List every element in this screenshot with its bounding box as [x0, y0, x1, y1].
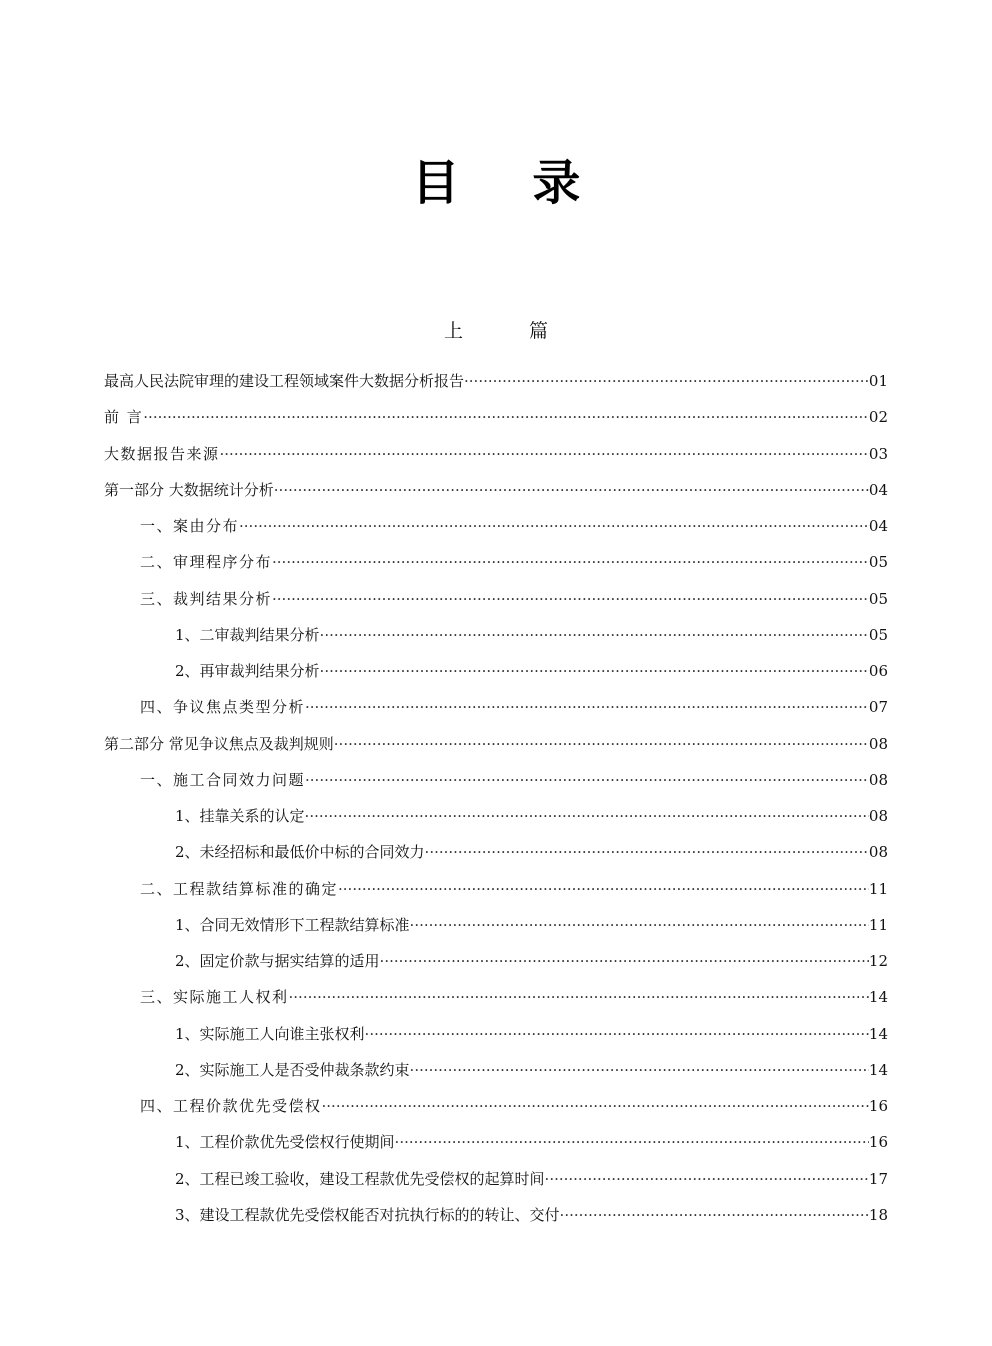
- toc-entry-page: 14: [868, 1024, 888, 1043]
- toc-entry-title: 最高人民法院审理的建设工程领域案件大数据分析报告: [104, 372, 465, 390]
- dot-leader: [274, 472, 869, 508]
- toc-entry-page: 08: [868, 807, 888, 825]
- toc-entry-title: 四、争议焦点类型分析: [140, 698, 306, 717]
- dot-leader: [410, 1052, 869, 1088]
- toc-entry[interactable]: [104, 726, 888, 762]
- toc-entry[interactable]: [104, 689, 888, 725]
- toc-entry[interactable]: [104, 762, 888, 798]
- toc-entry-title: 2、未经招标和最低价中标的合同效力: [175, 843, 425, 862]
- toc-entry[interactable]: [104, 943, 888, 979]
- toc-entry[interactable]: [104, 508, 888, 544]
- toc-entry-page: 07: [868, 698, 888, 717]
- toc-entry-page: 03: [868, 444, 888, 463]
- toc-entry-page: 11: [868, 879, 888, 898]
- toc-entry-title: 大数据报告来源: [104, 444, 220, 463]
- section-heading: 上 篇: [443, 320, 579, 342]
- toc-entry-title: 2、工程已竣工验收，建设工程款优先受偿权的起算时间: [175, 1169, 545, 1188]
- dot-leader: [395, 1124, 869, 1160]
- toc-entry[interactable]: [104, 544, 888, 580]
- toc-entry[interactable]: [104, 798, 888, 834]
- dot-leader: [272, 581, 869, 617]
- toc-entry-title: 前 言: [104, 408, 144, 427]
- table-of-contents: [104, 363, 888, 1233]
- dot-leader: [239, 508, 869, 544]
- toc-entry[interactable]: [104, 436, 888, 472]
- toc-entry-title: 1、实际施工人向谁主张权利: [175, 1024, 365, 1043]
- dot-leader: [380, 943, 869, 979]
- toc-entry[interactable]: [104, 1088, 888, 1124]
- dot-leader: [305, 762, 869, 798]
- toc-entry[interactable]: [104, 1124, 888, 1160]
- toc-entry-page: 05: [868, 553, 888, 572]
- toc-entry-title: 1、工程价款优先受偿权行使期间: [175, 1133, 395, 1152]
- toc-entry-page: 04: [868, 517, 888, 535]
- toc-entry[interactable]: [104, 399, 888, 435]
- dot-leader: [305, 689, 869, 725]
- toc-entry-page: 02: [868, 408, 888, 427]
- toc-entry-title: 二、工程款结算标准的确定: [140, 879, 339, 898]
- toc-entry-page: 06: [868, 662, 888, 680]
- dot-leader: [365, 1016, 869, 1052]
- toc-entry-title: 第一部分 大数据统计分析: [104, 480, 274, 499]
- toc-entry-page: 16: [868, 1133, 888, 1152]
- toc-entry[interactable]: [104, 907, 888, 943]
- toc-entry[interactable]: [104, 1052, 888, 1088]
- dot-leader: [322, 1088, 869, 1124]
- dot-leader: [338, 871, 869, 907]
- dot-leader: [289, 979, 869, 1015]
- toc-entry-title: 二、审理程序分布: [140, 553, 273, 572]
- toc-entry[interactable]: [104, 472, 888, 508]
- toc-entry-title: 一、施工合同效力问题: [140, 770, 306, 789]
- dot-leader: [560, 1197, 869, 1233]
- toc-entry-page: 04: [868, 480, 888, 499]
- dot-leader: [320, 617, 869, 653]
- toc-entry[interactable]: [104, 871, 888, 907]
- dot-leader: [425, 834, 869, 870]
- dot-leader: [334, 726, 869, 762]
- toc-entry-page: 08: [868, 734, 888, 753]
- toc-entry[interactable]: [104, 1197, 888, 1233]
- toc-entry-page: 05: [868, 625, 888, 644]
- toc-entry-page: 16: [868, 1097, 888, 1115]
- toc-entry[interactable]: [104, 581, 888, 617]
- page-title: 目 录: [411, 155, 609, 211]
- toc-entry[interactable]: [104, 1016, 888, 1052]
- toc-entry[interactable]: [104, 1161, 888, 1197]
- toc-entry-page: 14: [868, 988, 888, 1007]
- toc-entry[interactable]: [104, 653, 888, 689]
- toc-entry[interactable]: [104, 979, 888, 1015]
- toc-entry-page: 08: [868, 770, 888, 789]
- toc-entry-title: 2、再审裁判结果分析: [175, 662, 320, 680]
- toc-entry-title: 1、合同无效情形下工程款结算标准: [175, 915, 410, 934]
- toc-entry-title: 四、工程价款优先受偿权: [140, 1097, 322, 1115]
- toc-entry-page: 01: [868, 372, 888, 390]
- toc-entry-title: 一、案由分布: [140, 517, 240, 535]
- toc-entry-title: 第二部分 常见争议焦点及裁判规则: [104, 734, 334, 753]
- dot-leader: [143, 399, 869, 435]
- dot-leader: [220, 436, 869, 472]
- toc-entry-title: 三、裁判结果分析: [140, 589, 273, 608]
- toc-entry-page: 18: [868, 1205, 888, 1224]
- toc-entry-title: 2、固定价款与据实结算的适用: [175, 952, 380, 970]
- toc-entry-page: 14: [868, 1060, 888, 1079]
- dot-leader: [410, 907, 869, 943]
- toc-entry-title: 3、建设工程款优先受偿权能否对抗执行标的的转让、交付: [175, 1205, 560, 1224]
- toc-entry[interactable]: [104, 834, 888, 870]
- toc-entry-page: 05: [868, 589, 888, 608]
- dot-leader: [320, 653, 869, 689]
- toc-entry-page: 12: [868, 952, 888, 970]
- dot-leader: [464, 363, 869, 399]
- dot-leader: [305, 798, 869, 834]
- toc-entry-title: 三、实际施工人权利: [140, 988, 289, 1007]
- toc-entry-page: 17: [868, 1169, 888, 1188]
- toc-entry-title: 1、二审裁判结果分析: [175, 625, 320, 644]
- dot-leader: [272, 544, 869, 580]
- dot-leader: [545, 1161, 869, 1197]
- toc-entry-page: 08: [868, 843, 888, 862]
- toc-entry-page: 11: [868, 915, 888, 934]
- toc-entry-title: 2、实际施工人是否受仲裁条款约束: [175, 1060, 410, 1079]
- toc-entry[interactable]: [104, 363, 888, 399]
- toc-entry[interactable]: [104, 617, 888, 653]
- toc-entry-title: 1、挂靠关系的认定: [175, 807, 305, 825]
